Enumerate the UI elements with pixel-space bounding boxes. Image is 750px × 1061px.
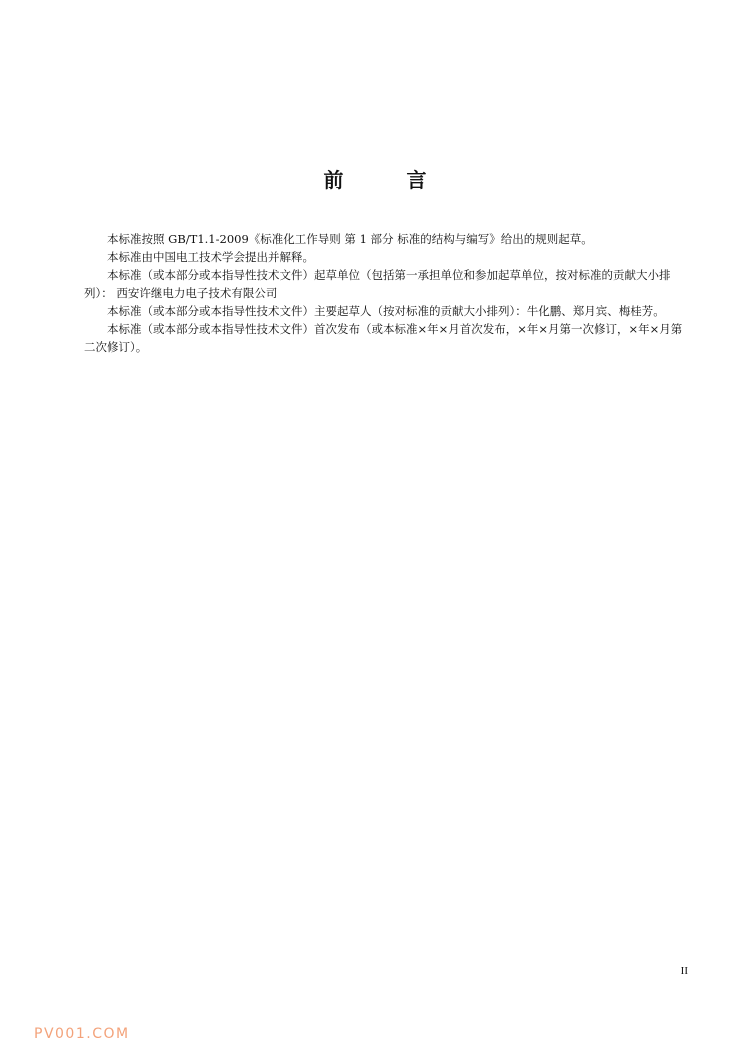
page-number: II xyxy=(680,965,688,977)
page-title: 前 言 xyxy=(323,168,455,192)
paragraph-release-history: 本标准（或本部分或本指导性技术文件）首次发布（或本标准×年×月首次发布，×年×月第一次修订，×年×月第二次修订）。 xyxy=(84,322,683,354)
paragraph-drafting-units: 本标准（或本部分或本指导性技术文件）起草单位（包括第一承担单位和参加起草单位，按对标准的贡献大小排列）： 西安许继电力电子技术有限公司 xyxy=(84,268,671,300)
paragraph-main-drafters: 本标准（或本部分或本指导性技术文件）主要起草人（按对标准的贡献大小排列）：牛化鹏、郑月宾、梅桂芳。 xyxy=(107,304,665,318)
watermark-text: PV001.COM xyxy=(34,1026,130,1042)
document-body xyxy=(84,230,688,356)
paragraph-drafting-rules: 本标准按照 GB/T1.1-2009《标准化工作导则 第 1 部分 标准的结构与编写》给出的规则起草。 xyxy=(107,232,593,246)
paragraph-proposer: 本标准由中国电工技术学会提出并解释。 xyxy=(107,250,314,264)
